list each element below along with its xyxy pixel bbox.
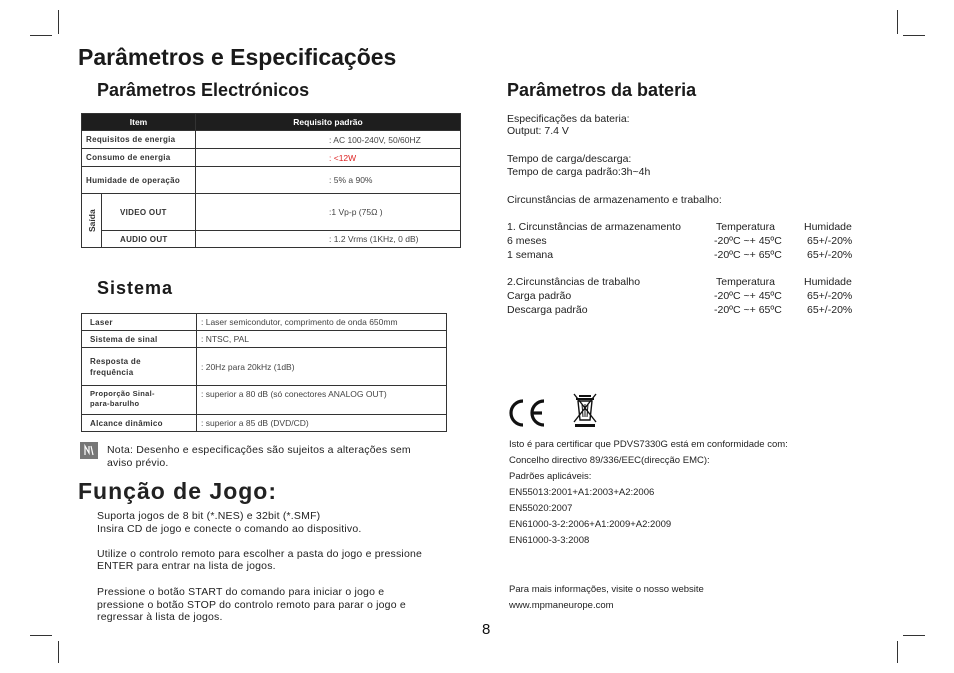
- row-label: Consumo de energia: [82, 149, 196, 167]
- row-label: Resposta de: [90, 356, 141, 366]
- row-value: : superior a 80 dB (só conectores ANALOG OUT): [197, 386, 447, 415]
- cert-line: Padrões aplicáveis:: [509, 471, 592, 482]
- ce-mark-icon: [506, 397, 548, 429]
- storage-title: 1. Circunstâncias de armazenamento: [507, 221, 681, 233]
- game-line: ENTER para entrar na lista de jogos.: [97, 560, 276, 572]
- row-label-cont: frequência: [90, 367, 134, 377]
- crop-mark: [897, 641, 898, 663]
- row-value: : 5% a 90%: [196, 167, 461, 194]
- work-row-hum: 65+/-20%: [807, 290, 853, 302]
- work-title: 2.Circunstâncias de trabalho: [507, 276, 641, 288]
- row-label-cont: para-barulho: [90, 399, 140, 408]
- note-line: Nota: Desenho e especificações são sujeitos a alterações sem: [107, 444, 411, 456]
- battery-heading: Parâmetros da bateria: [507, 80, 697, 100]
- battery-conditions: Circunstâncias de armazenamento e trabalho:: [507, 194, 722, 206]
- crop-mark: [58, 10, 59, 34]
- page-number: 8: [482, 621, 491, 638]
- storage-row-temp: -20ºC ~+ 65ºC: [714, 249, 782, 261]
- game-line: Insira CD de jogo e conecte o comando ao dispositivo.: [97, 523, 362, 535]
- head-item: Item: [82, 114, 196, 131]
- game-line: Suporta jogos de 8 bit (*.NES) e 32bit (*.SMF): [97, 510, 321, 522]
- game-line: Pressione o botão START do comando para iniciar o jogo e: [97, 586, 385, 598]
- row-value: : Laser semicondutor, comprimento de onda 650mm: [197, 314, 447, 331]
- storage-hum-head: Humidade: [804, 221, 852, 233]
- row-label: Sistema de sinal: [82, 331, 197, 348]
- battery-charge: Tempo de carga/descarga:: [507, 153, 632, 165]
- work-row-label: Descarga padrão: [507, 304, 588, 316]
- row-value: :1 Vp-p (75Ω ): [196, 194, 461, 231]
- row-label: Requisitos de energia: [82, 131, 196, 149]
- cert-line: EN55020:2007: [509, 503, 573, 514]
- row-label: VIDEO OUT: [102, 194, 196, 231]
- website-link[interactable]: www.mpmaneurope.com: [509, 600, 614, 611]
- row-value: : 1.2 Vrms (1KHz, 0 dB): [196, 231, 461, 248]
- row-value: : superior a 85 dB (DVD/CD): [197, 415, 447, 432]
- crop-mark: [897, 10, 898, 34]
- note-icon: [80, 442, 98, 459]
- row-label-cell: [82, 386, 197, 415]
- game-line: pressione o botão STOP do controlo remoto para parar o jogo e: [97, 599, 406, 611]
- cert-line: EN55013:2001+A1:2003+A2:2006: [509, 487, 655, 498]
- storage-row-hum: 65+/-20%: [807, 249, 853, 261]
- cert-line: Concelho directivo 89/336/EEC(direcção EMC):: [509, 455, 710, 466]
- row-label: Proporção Sinal-: [90, 389, 155, 398]
- row-label: AUDIO OUT: [102, 231, 196, 248]
- battery-charge-std: Tempo de carga padrão:3h~4h: [507, 166, 651, 178]
- output-label: Saída: [82, 194, 102, 248]
- head-requirement: Requisito padrão: [196, 114, 461, 131]
- crop-mark: [903, 35, 925, 36]
- cert-line: EN61000-3-3:2008: [509, 535, 590, 546]
- storage-temp-head: Temperatura: [716, 221, 775, 233]
- row-label: Alcance dinâmico: [82, 415, 197, 432]
- battery-output: Output: 7.4 V: [507, 125, 569, 137]
- work-row-hum: 65+/-20%: [807, 304, 853, 316]
- row-value: : NTSC, PAL: [197, 331, 447, 348]
- battery-spec: Especificações da bateria:: [507, 113, 630, 125]
- system-heading: Sistema: [97, 278, 174, 298]
- storage-row-label: 6 meses: [507, 235, 547, 247]
- system-table: [81, 313, 447, 432]
- row-value: : <12W: [196, 149, 461, 167]
- crop-mark: [30, 35, 52, 36]
- storage-row-hum: 65+/-20%: [807, 235, 853, 247]
- storage-row-temp: -20ºC ~+ 45ºC: [714, 235, 782, 247]
- work-hum-head: Humidade: [804, 276, 852, 288]
- row-label: Humidade de operação: [82, 167, 196, 194]
- weee-bin-icon: [572, 392, 598, 428]
- row-label-cell: [82, 348, 197, 386]
- info-text: Para mais informações, visite o nosso website: [509, 584, 704, 595]
- note-line: aviso prévio.: [107, 457, 169, 469]
- electronic-heading: Parâmetros Electrónicos: [97, 80, 310, 100]
- cert-line: Isto é para certificar que PDVS7330G está em conformidade com:: [509, 439, 788, 450]
- crop-mark: [903, 635, 925, 636]
- storage-row-label: 1 semana: [507, 249, 554, 261]
- crop-mark: [30, 635, 52, 636]
- row-label: Laser: [82, 314, 197, 331]
- game-line: regressar à lista de jogos.: [97, 611, 223, 623]
- game-line: Utilize o controlo remoto para escolher a pasta do jogo e pressione: [97, 548, 423, 560]
- game-heading: Função de Jogo:: [78, 478, 277, 504]
- work-row-label: Carga padrão: [507, 290, 572, 302]
- crop-mark: [58, 641, 59, 663]
- cert-line: EN61000-3-2:2006+A1:2009+A2:2009: [509, 519, 672, 530]
- electronic-table: [81, 113, 461, 248]
- row-value: : 20Hz para 20kHz (1dB): [197, 348, 447, 386]
- work-row-temp: -20ºC ~+ 45ºC: [714, 290, 782, 302]
- work-temp-head: Temperatura: [716, 276, 775, 288]
- page-title: Parâmetros e Especificações: [78, 44, 397, 70]
- row-value: : AC 100-240V, 50/60HZ: [196, 131, 461, 149]
- work-row-temp: -20ºC ~+ 65ºC: [714, 304, 782, 316]
